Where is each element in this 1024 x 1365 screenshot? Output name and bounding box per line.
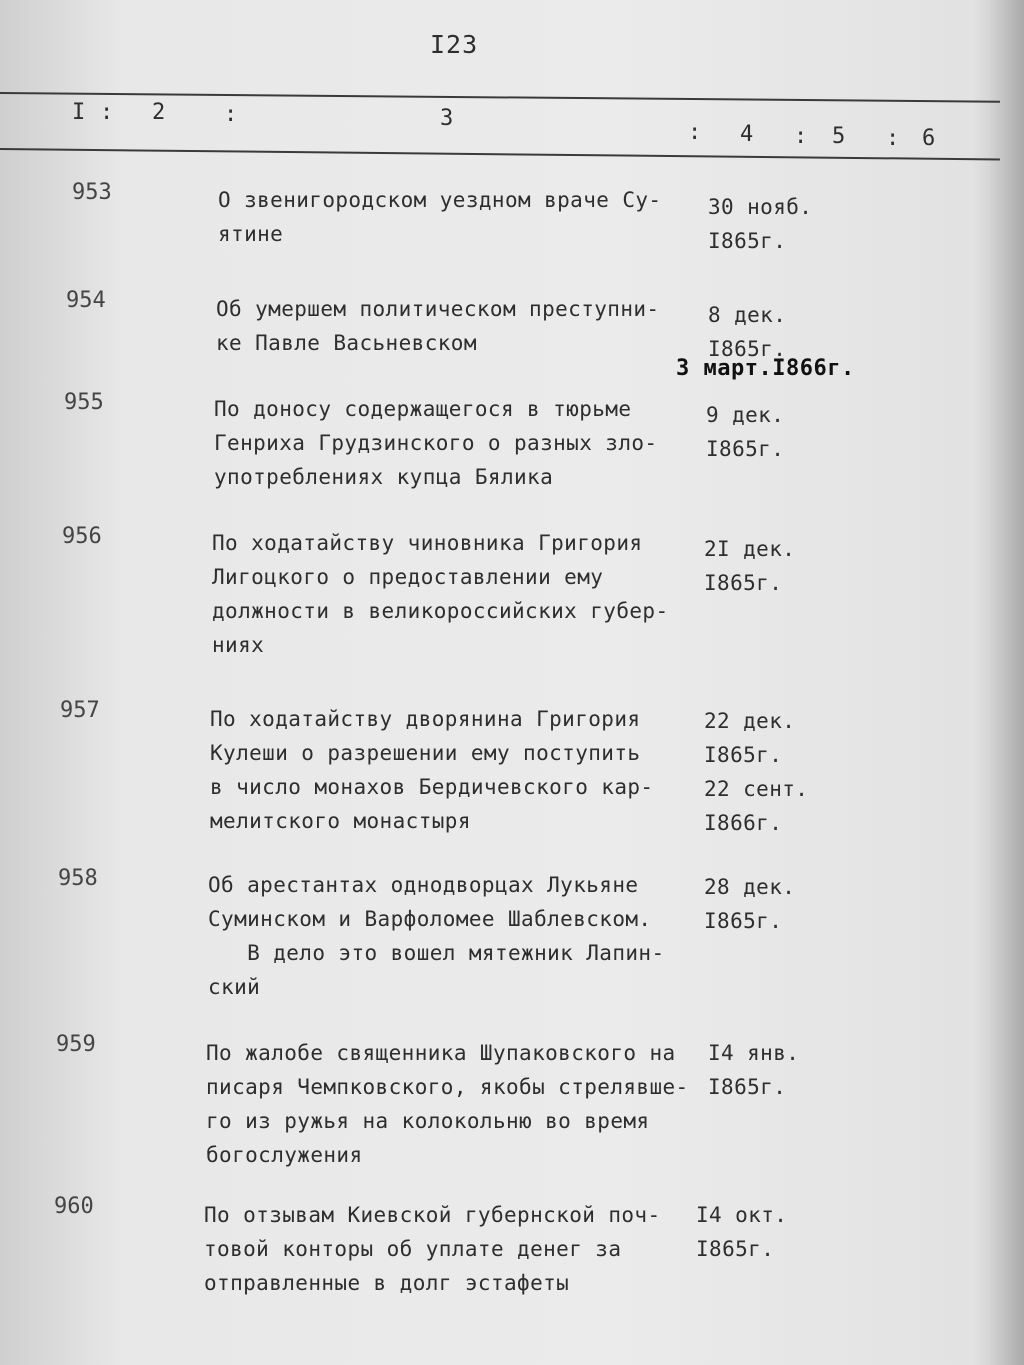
- date-line: 30 нояб.: [708, 195, 813, 219]
- date-line: 8 дек.: [708, 303, 787, 327]
- entry-line: По ходатайству дворянина Григория: [210, 707, 641, 731]
- entry-line: писаря Чемпковского, якобы стрелявше-: [206, 1075, 689, 1099]
- entry-number: 959: [56, 1032, 96, 1057]
- entry-date: [708, 190, 812, 258]
- entry-line: В дело это вошел мятежник Лапин-: [208, 941, 665, 965]
- date-line: I865г.: [708, 337, 787, 361]
- entry-description: [218, 183, 718, 251]
- entry-description: [216, 292, 716, 360]
- entry-description: [206, 1036, 726, 1172]
- col-separator: :: [794, 124, 808, 149]
- col-6-number: 6: [922, 126, 936, 151]
- entry-date: [704, 704, 808, 840]
- entry-description: [208, 868, 708, 1004]
- date-line: I865г.: [704, 743, 783, 767]
- date-line: I865г.: [708, 1075, 787, 1099]
- entry-line: ятине: [218, 222, 284, 246]
- page-number: I23: [430, 30, 479, 59]
- date-line: 22 сент.: [704, 777, 809, 801]
- entry-line: Об арестантах однодворцах Лукьяне: [208, 873, 639, 897]
- entry-line: По ходатайству чиновника Григория: [212, 531, 643, 555]
- col-separator: :: [100, 100, 114, 125]
- entry-line: О звенигородском уездном враче Су-: [218, 188, 662, 212]
- col-2-number: 2: [152, 100, 166, 125]
- date-stamp: 3 март.I866г.: [676, 356, 855, 381]
- date-line: 2I дек.: [704, 537, 796, 561]
- header-rule-top: [0, 92, 1000, 103]
- date-line: I865г.: [696, 1237, 775, 1261]
- entry-line: Об умершем политическом преступни-: [216, 297, 660, 321]
- entry-number: 960: [54, 1194, 94, 1219]
- col-separator: :: [886, 126, 900, 151]
- date-line: I4 окт.: [696, 1203, 788, 1227]
- entry-date: [704, 870, 795, 938]
- entry-line: употреблениях купца Бялика: [214, 465, 554, 489]
- entry-number: 956: [62, 524, 102, 549]
- entry-number: 957: [60, 698, 100, 723]
- col-1-number: I: [72, 100, 86, 125]
- date-line: 9 дек.: [706, 403, 785, 427]
- entry-line: По отзывам Киевской губернской поч-: [204, 1203, 661, 1227]
- date-line: I865г.: [704, 571, 783, 595]
- entry-number: 955: [64, 390, 104, 415]
- entry-line: ке Павле Васьневском: [216, 331, 477, 355]
- entry-date: [708, 298, 786, 366]
- entry-line: мелитского монастыря: [210, 809, 471, 833]
- entry-line: Лигоцкого о предоставлении ему: [212, 565, 604, 589]
- col-3-number: 3: [440, 106, 454, 131]
- date-line: I4 янв.: [708, 1041, 800, 1065]
- entry-line: ниях: [212, 633, 265, 657]
- entry-line: отправленные в долг эстафеты: [204, 1271, 570, 1295]
- col-5-number: 5: [832, 124, 846, 149]
- date-line: 28 дек.: [704, 875, 796, 899]
- entry-line: Генриха Грудзинского о разных зло-: [214, 431, 658, 455]
- entry-line: товой конторы об уплате денег за: [204, 1237, 622, 1261]
- entry-number: 953: [72, 180, 112, 205]
- entry-line: богослужения: [206, 1143, 363, 1167]
- entry-line: в число монахов Бердичевского кар-: [210, 775, 654, 799]
- entry-line: По доносу содержащегося в тюрьме: [214, 397, 632, 421]
- entry-description: [210, 702, 710, 838]
- date-line: I865г.: [706, 437, 785, 461]
- date-line: I865г.: [708, 229, 787, 253]
- entry-description: [204, 1198, 704, 1300]
- entry-line: ский: [208, 975, 261, 999]
- header-rule-bottom: [0, 148, 1000, 160]
- entry-description: [214, 392, 714, 494]
- col-4-number: 4: [740, 122, 754, 147]
- entry-number: 958: [58, 866, 98, 891]
- entry-line: го из ружья на колокольню во время: [206, 1109, 650, 1133]
- entry-line: По жалобе священника Шупаковского на: [206, 1041, 676, 1065]
- entry-date: [696, 1198, 787, 1266]
- entry-line: Суминском и Варфоломее Шаблевском.: [208, 907, 652, 931]
- date-line: I865г.: [704, 909, 783, 933]
- entry-line: Кулеши о разрешении ему поступить: [210, 741, 641, 765]
- date-line: I866г.: [704, 811, 783, 835]
- entry-description: [212, 526, 712, 662]
- entry-line: должности в великороссийских губер-: [212, 599, 669, 623]
- entry-number: 954: [66, 288, 106, 313]
- col-separator: :: [688, 120, 702, 145]
- entry-date: [704, 532, 795, 600]
- entry-date: [708, 1036, 799, 1104]
- entry-date: [706, 398, 784, 466]
- col-separator: :: [224, 102, 238, 127]
- page-edge: [990, 0, 1024, 1365]
- date-line: 22 дек.: [704, 709, 796, 733]
